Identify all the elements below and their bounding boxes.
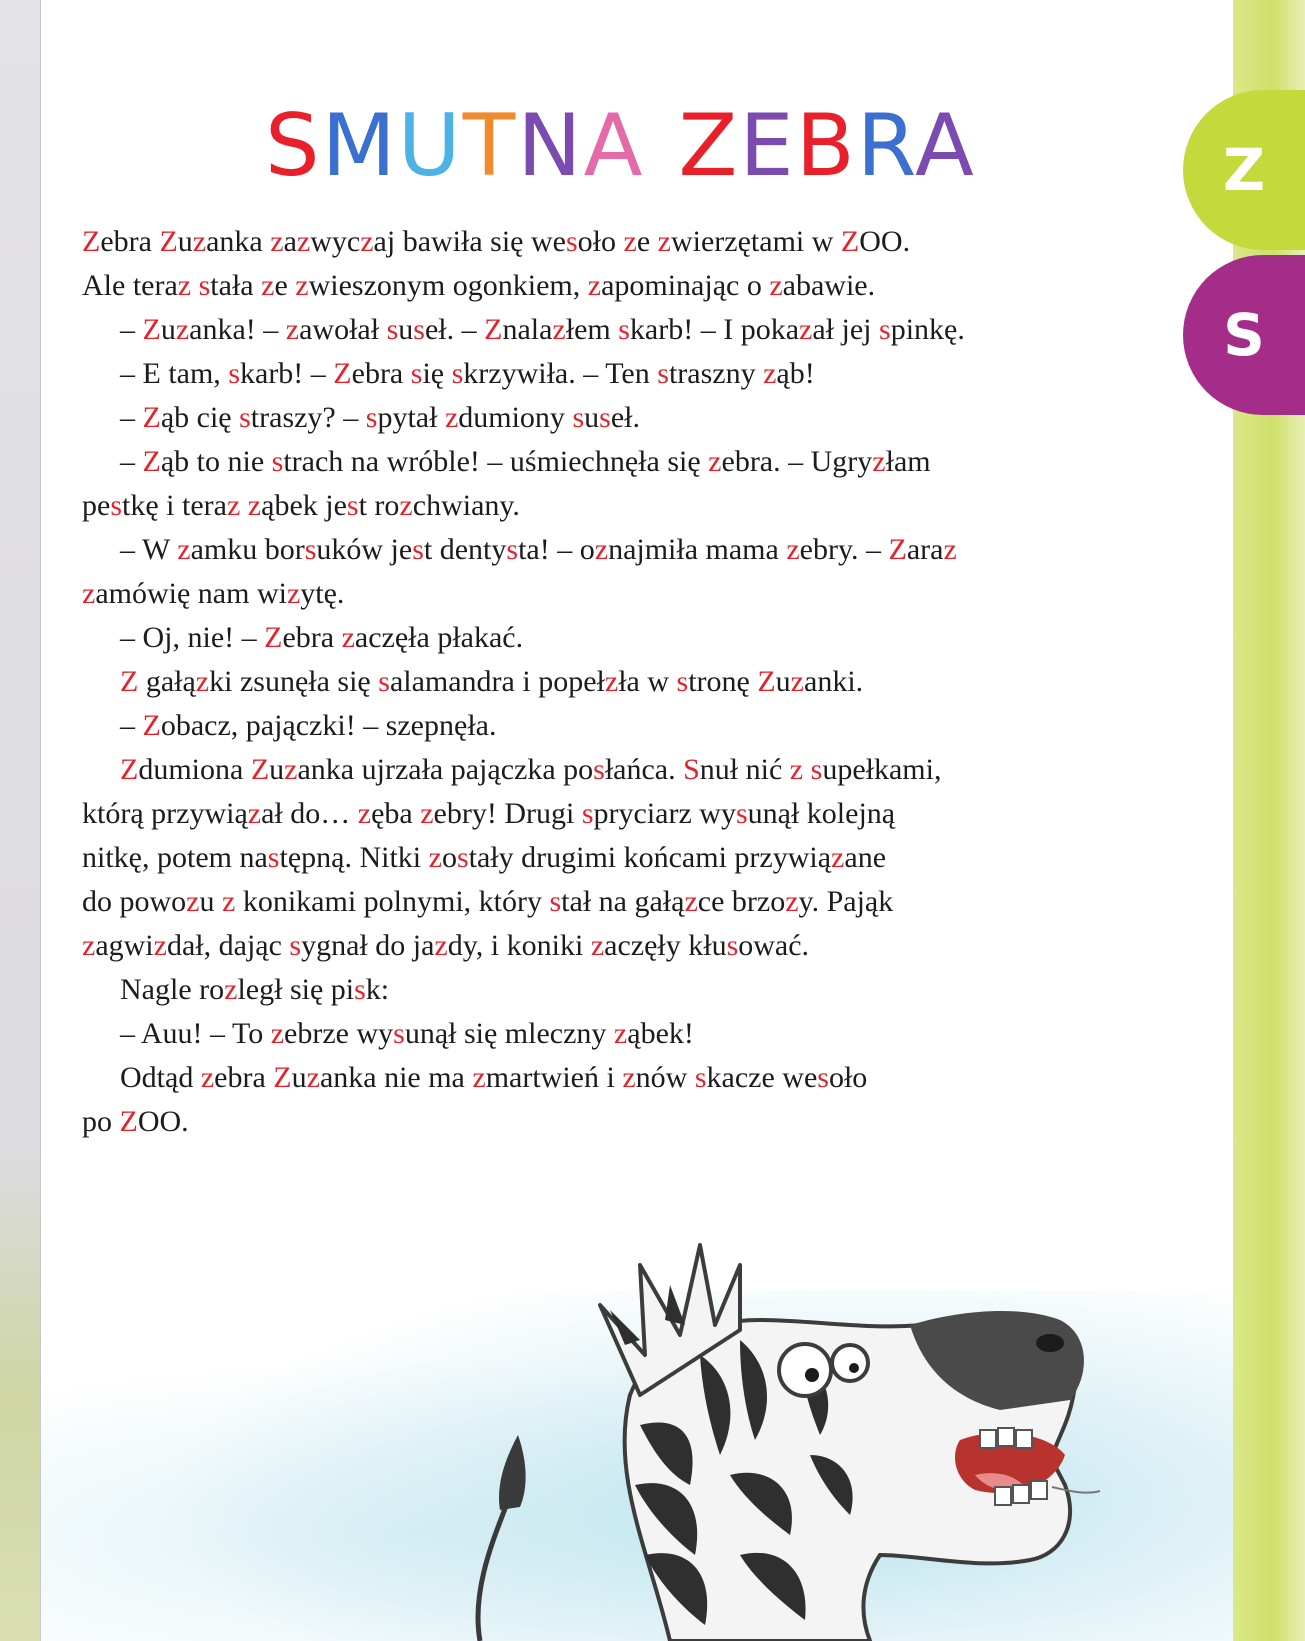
- story-line: – Zuzanka! – zawołał suseł. – Znalazłem skarb! – I pokazał jej spinkę.: [120, 313, 965, 346]
- highlighted-letter: Z: [120, 665, 139, 698]
- book-spine-edge: [0, 0, 41, 1641]
- story-line: Zdumiona Zuzanka ujrzała pajączka posłańca. Snuł nić z supełkami,: [120, 753, 942, 786]
- tab-letter: S: [1223, 301, 1265, 369]
- highlighted-letter: z: [261, 269, 275, 302]
- highlighted-letter: z: [195, 665, 210, 698]
- highlighted-letter: z: [82, 577, 96, 610]
- highlighted-letter: Z: [250, 753, 270, 786]
- story-line: po ZOO.: [82, 1105, 189, 1138]
- highlighted-letter: Z: [757, 665, 776, 698]
- highlighted-letter: z: [785, 885, 799, 918]
- story-line: Zebra Zuzanka zazwyczaj bawiła się wesoło ze zwierzętami w ZOO.: [82, 225, 911, 258]
- highlighted-letter: s: [304, 533, 317, 566]
- highlighted-letter: s: [726, 929, 739, 962]
- highlighted-letter: s: [365, 401, 378, 434]
- highlighted-letter: s: [599, 401, 611, 434]
- highlighted-letter: z: [657, 225, 671, 258]
- highlighted-letter: s: [581, 797, 594, 830]
- story-line: – Oj, nie! – Zebra zaczęła płakać.: [120, 621, 524, 654]
- title-letter: A: [583, 96, 645, 196]
- highlighted-letter: z: [684, 885, 698, 918]
- highlighted-letter: z: [420, 797, 434, 830]
- story-line: którą przywiązał do… zęba zebry! Drugi spryciarz wysunął kolejną: [82, 797, 896, 830]
- highlighted-letter: Z: [142, 709, 161, 742]
- highlighted-letter: s: [289, 929, 302, 962]
- highlighted-letter: s: [346, 489, 359, 522]
- highlighted-letter: s: [110, 489, 123, 522]
- highlighted-letter: s: [412, 533, 424, 566]
- highlighted-letter: z: [357, 797, 372, 830]
- highlighted-letter: Z: [333, 357, 352, 390]
- highlighted-letter: z: [769, 269, 783, 302]
- highlighted-letter: z: [708, 445, 722, 478]
- highlighted-letter: z: [341, 621, 355, 654]
- highlighted-letter: z: [594, 533, 609, 566]
- zebra-head: [600, 1245, 1100, 1641]
- highlighted-letter: s: [271, 445, 284, 478]
- highlighted-letter: z: [786, 533, 800, 566]
- story-line: – Ząb to nie strach na wróble! – uśmiechnęła się zebra. – Ugryzłam: [120, 445, 931, 478]
- highlighted-letter: z: [224, 973, 238, 1006]
- highlighted-letter: Z: [82, 225, 101, 258]
- highlighted-letter: z: [831, 841, 845, 874]
- story-line: Z gałązki zsunęła się salamandra i popełzła w stronę Zuzanki.: [120, 665, 864, 698]
- highlighted-letter: z: [226, 489, 241, 522]
- highlighted-letter: z: [270, 225, 284, 258]
- title-letter: M: [321, 96, 398, 196]
- highlighted-letter: s: [228, 357, 240, 390]
- story-line: – E tam, skarb! – Zebra się skrzywiła. – Ten straszny ząb!: [120, 357, 815, 390]
- highlighted-letter: s: [735, 797, 748, 830]
- highlighted-letter: Z: [142, 313, 161, 346]
- story-line: zagwizdał, dając sygnał do jazdy, i koniki zaczęły kłusować.: [82, 929, 810, 962]
- highlighted-letter: Z: [484, 313, 503, 346]
- highlighted-letter: s: [456, 841, 469, 874]
- title-letter: U: [397, 96, 463, 196]
- story-line: Ale teraz stała ze zwieszonym ogonkiem, zapominając o zabawie.: [82, 269, 876, 302]
- highlighted-letter: s: [410, 357, 423, 390]
- highlighted-letter: s: [657, 357, 669, 390]
- highlighted-letter: Z: [142, 401, 161, 434]
- highlighted-letter: s: [549, 885, 562, 918]
- highlighted-letter: z: [82, 929, 96, 962]
- highlighted-letter: z: [295, 269, 309, 302]
- title-letter: B: [795, 96, 857, 196]
- highlighted-letter: z: [428, 841, 442, 874]
- highlighted-letter: z: [763, 357, 777, 390]
- highlighted-letter: Z: [159, 225, 178, 258]
- highlighted-letter: Z: [273, 1061, 292, 1094]
- letter-tab-z: [1183, 90, 1305, 250]
- highlighted-letter: z: [623, 225, 637, 258]
- story-line: – W zamku borsuków jest dentysta! – oznajmiła mama zebry. – Zaraz: [120, 533, 957, 566]
- page-title: [265, 96, 976, 206]
- highlighted-letter: Z: [119, 1105, 138, 1138]
- highlighted-letter: s: [378, 665, 390, 698]
- title-letter: A: [915, 96, 976, 196]
- title-letter: N: [517, 96, 584, 196]
- highlighted-letter: z: [799, 313, 813, 346]
- tab-letter: Z: [1222, 136, 1266, 204]
- highlighted-letter: z: [444, 401, 459, 434]
- highlighted-letter: z: [270, 1017, 285, 1050]
- title-letter: R: [856, 96, 916, 196]
- story-line: zamówię nam wizytę.: [82, 577, 345, 610]
- highlighted-letter: z: [296, 225, 311, 258]
- highlighted-letter: z: [247, 797, 262, 830]
- highlighted-letter: Z: [888, 533, 907, 566]
- highlighted-letter: z: [286, 577, 301, 610]
- highlighted-letter: s: [565, 225, 578, 258]
- highlighted-letter: z: [175, 313, 190, 346]
- highlighted-letter: z: [284, 753, 298, 786]
- highlighted-letter: z: [622, 1061, 636, 1094]
- highlighted-letter: z: [613, 1017, 628, 1050]
- highlighted-letter: z: [200, 1061, 215, 1094]
- highlighted-letter: s: [354, 973, 366, 1006]
- title-letter: E: [739, 96, 796, 196]
- highlighted-letter: z: [943, 533, 957, 566]
- highlighted-letter: z: [247, 489, 262, 522]
- highlighted-letter: s: [810, 753, 823, 786]
- story-line: – Auu! – To zebrze wysunął się mleczny ząbek!: [120, 1017, 694, 1050]
- highlighted-letter: z: [587, 269, 602, 302]
- letter-tab-s: [1183, 255, 1305, 415]
- highlighted-letter: s: [506, 533, 519, 566]
- highlighted-letter: Z: [120, 753, 139, 786]
- highlighted-letter: s: [451, 357, 464, 390]
- title-letter: T: [462, 96, 518, 196]
- story-line: nitkę, potem następną. Nitki zostały drugimi końcami przywiązane: [82, 841, 887, 874]
- highlighted-letter: s: [879, 313, 891, 346]
- highlighted-letter: z: [177, 269, 192, 302]
- highlighted-letter: s: [676, 665, 689, 698]
- highlighted-letter: z: [177, 533, 191, 566]
- story-line: do powozu z konikami polnymi, który stał na gałązce brzozy. Pająk: [82, 885, 894, 918]
- story-line: Nagle rozległ się pisk:: [120, 973, 390, 1006]
- highlighted-letter: z: [306, 1061, 320, 1094]
- highlighted-letter: s: [239, 401, 251, 434]
- highlighted-letter: Z: [142, 445, 161, 478]
- highlighted-letter: s: [694, 1061, 707, 1094]
- zebra-icon: [440, 1225, 1140, 1641]
- highlighted-letter: z: [434, 929, 448, 962]
- highlighted-letter: s: [413, 313, 425, 346]
- story-line: pestkę i teraz ząbek jest rozchwiany.: [82, 489, 520, 522]
- highlighted-letter: z: [604, 665, 619, 698]
- highlighted-letter: z: [789, 753, 804, 786]
- highlighted-letter: z: [285, 313, 300, 346]
- story-line: – Ząb cię straszy? – spytał zdumiony suseł.: [120, 401, 640, 434]
- highlighted-letter: s: [572, 401, 585, 434]
- highlighted-letter: s: [267, 841, 280, 874]
- highlighted-letter: s: [198, 269, 211, 302]
- story-text: [82, 220, 1142, 1144]
- highlighted-letter: z: [399, 489, 413, 522]
- highlighted-letter: Z: [264, 621, 283, 654]
- highlighted-letter: s: [618, 313, 630, 346]
- story-line: – Zobacz, pajączki! – szepnęła.: [120, 709, 497, 742]
- title-letter: Z: [678, 96, 740, 196]
- highlighted-letter: z: [590, 929, 605, 962]
- highlighted-letter: z: [790, 665, 804, 698]
- highlighted-letter: s: [386, 313, 399, 346]
- highlighted-letter: s: [593, 753, 605, 786]
- highlighted-letter: z: [192, 225, 207, 258]
- highlighted-letter: z: [186, 885, 200, 918]
- highlighted-letter: z: [222, 885, 236, 918]
- story-line: Odtąd zebra Zuzanka nie ma zmartwień i znów skacze wesoło: [120, 1061, 868, 1094]
- highlighted-letter: z: [872, 445, 886, 478]
- highlighted-letter: Z: [840, 225, 860, 258]
- zebra-tail: [478, 1435, 526, 1641]
- highlighted-letter: z: [552, 313, 566, 346]
- highlighted-letter: z: [153, 929, 167, 962]
- highlighted-letter: s: [393, 1017, 405, 1050]
- highlighted-letter: s: [817, 1061, 829, 1094]
- title-letter: S: [265, 96, 322, 196]
- highlighted-letter: S: [683, 753, 700, 786]
- highlighted-letter: z: [472, 1061, 486, 1094]
- highlighted-letter: z: [360, 225, 374, 258]
